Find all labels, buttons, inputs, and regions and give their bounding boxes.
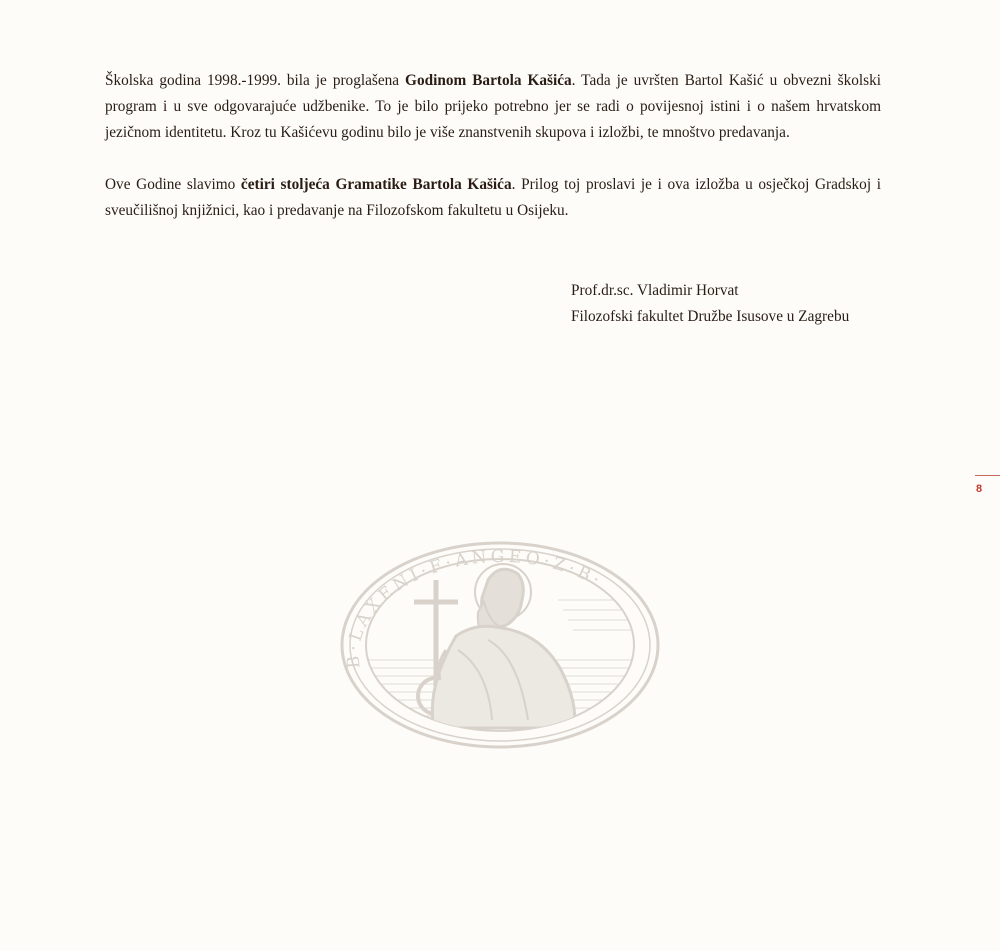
medallion-inscription: B·LAXENI·F·ANGEO·Z·B· [343,546,607,669]
saint-portrait-medallion-icon [338,540,662,750]
signature-block [571,278,849,330]
paragraph-1-emphasis: Godinom Bartola Kašića [405,72,572,89]
paragraph-2 [105,172,881,224]
paragraph-1-text: Školska godina 1998.-1999. bila je proglašena [105,72,406,89]
paragraph-2-text-end: . Prilog toj proslavi je i ova izložba u osječkoj Gradskoj i sveučilišnoj knjižnici, kao i predavanje na Filozofskom fakultetu u Osijeku. [105,176,881,219]
page-number: 8 [975,483,983,495]
signature-name: Prof.dr.sc. Vladimir Horvat [571,282,739,299]
paragraph-2-emphasis: četiri stoljeća Gramatike Bartola Kašića [240,176,512,193]
paragraph-2-text: Ove Godine slavimo [105,176,241,193]
paragraph-1 [105,68,881,146]
signature-affiliation: Filozofski fakultet Družbe Isusove u Zagrebu [571,308,850,325]
paragraph-1-text-end: . Tada je uvršten Bartol Kašić u obvezni školski program i u sve odgovarajuće udžbenike. To je bilo prijeko potrebno jer se radi o povijesnoj istini i o našem hrvatskom jezičnom identitetu. Kroz tu Kašićevu godinu bilo je više znanstvenih skupova i izložbi, te mnoštvo predavanja. [105,72,881,141]
body-text [105,68,881,224]
page-number-rule [975,475,1000,476]
